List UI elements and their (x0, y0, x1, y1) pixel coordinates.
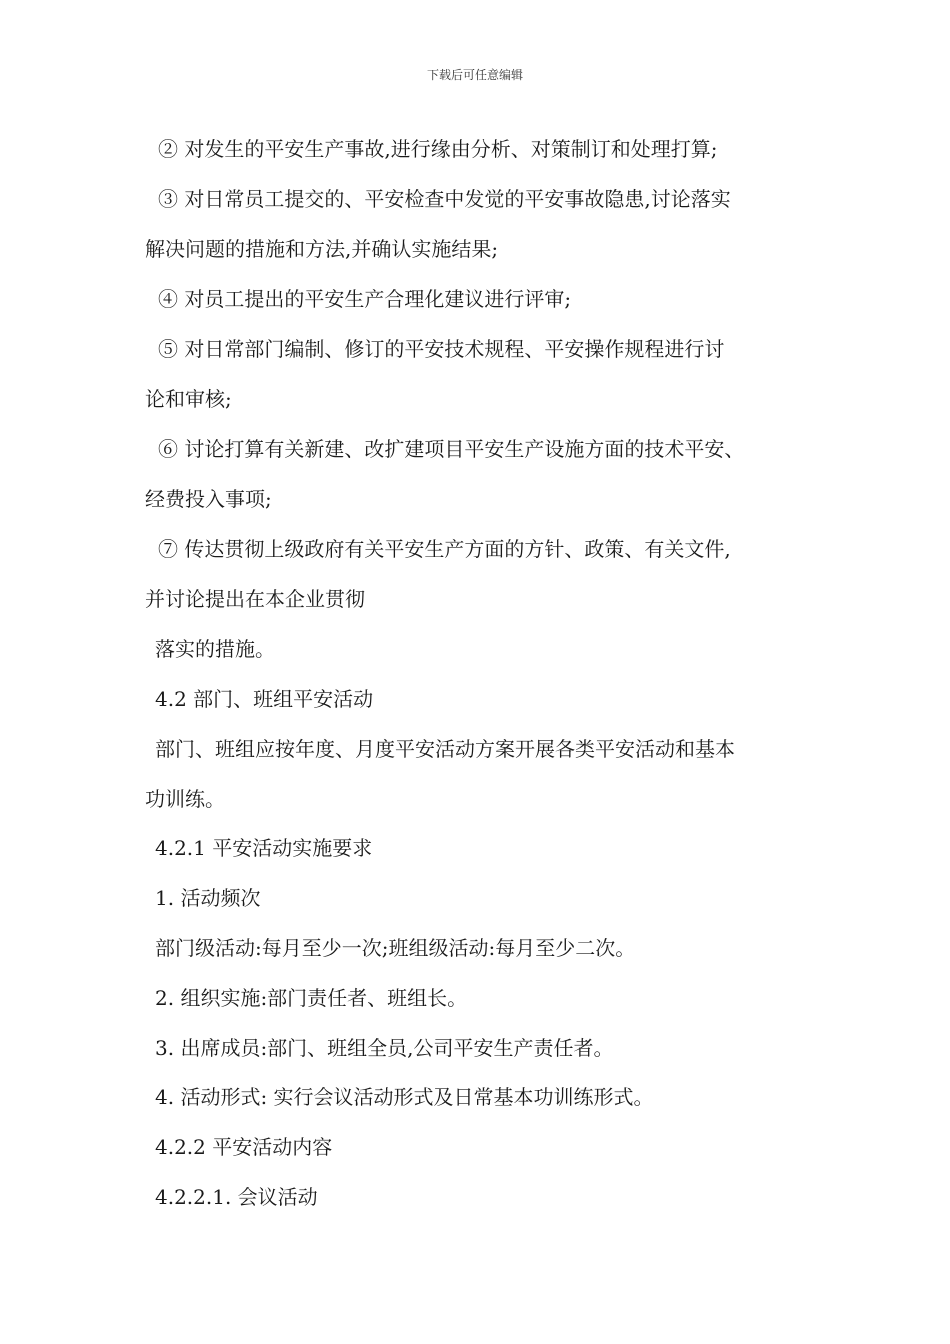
text-line: ④ 对员工提出的平安生产合理化建议进行评审; (158, 287, 572, 311)
section-heading: 4.2.1 平安活动实施要求 (155, 836, 373, 860)
text-line: ⑦ 传达贯彻上级政府有关平安生产方面的方针、政策、有关文件, (158, 537, 731, 561)
text-line: ⑥ 讨论打算有关新建、改扩建项目平安生产设施方面的技术平安、 (158, 437, 745, 461)
section-heading: 4.2 部门、班组平安活动 (155, 687, 374, 711)
text-line: 落实的措施。 (155, 637, 275, 661)
text-line: ② 对发生的平安生产事故,进行缘由分析、对策制订和处理打算; (158, 137, 718, 161)
list-item: 2. 组织实施:部门责任者、班组长。 (155, 986, 468, 1010)
page-header: 下载后可任意编辑 (426, 68, 523, 82)
text-line: 部门级活动:每月至少一次;班组级活动:每月至少二次。 (155, 936, 636, 960)
text-line: 功训练。 (145, 787, 225, 811)
list-item: 4. 活动形式: 实行会议活动形式及日常基本功训练形式。 (155, 1085, 654, 1109)
text-line: ⑤ 对日常部门编制、修订的平安技术规程、平安操作规程进行讨 (158, 337, 725, 361)
list-item: 1. 活动频次 (155, 886, 261, 910)
section-heading: 4.2.2 平安活动内容 (155, 1135, 333, 1159)
text-line: ③ 对日常员工提交的、平安检查中发觉的平安事故隐患,讨论落实 (158, 187, 731, 211)
text-line: 并讨论提出在本企业贯彻 (145, 587, 365, 611)
section-heading: 4.2.2.1. 会议活动 (155, 1185, 318, 1209)
text-line: 论和审核; (145, 387, 232, 411)
list-item: 3. 出席成员:部门、班组全员,公司平安生产责任者。 (155, 1036, 614, 1060)
text-line: 解决问题的措施和方法,并确认实施结果; (145, 237, 499, 261)
text-line: 部门、班组应按年度、月度平安活动方案开展各类平安活动和基本 (155, 737, 735, 761)
text-line: 经费投入事项; (145, 487, 272, 511)
